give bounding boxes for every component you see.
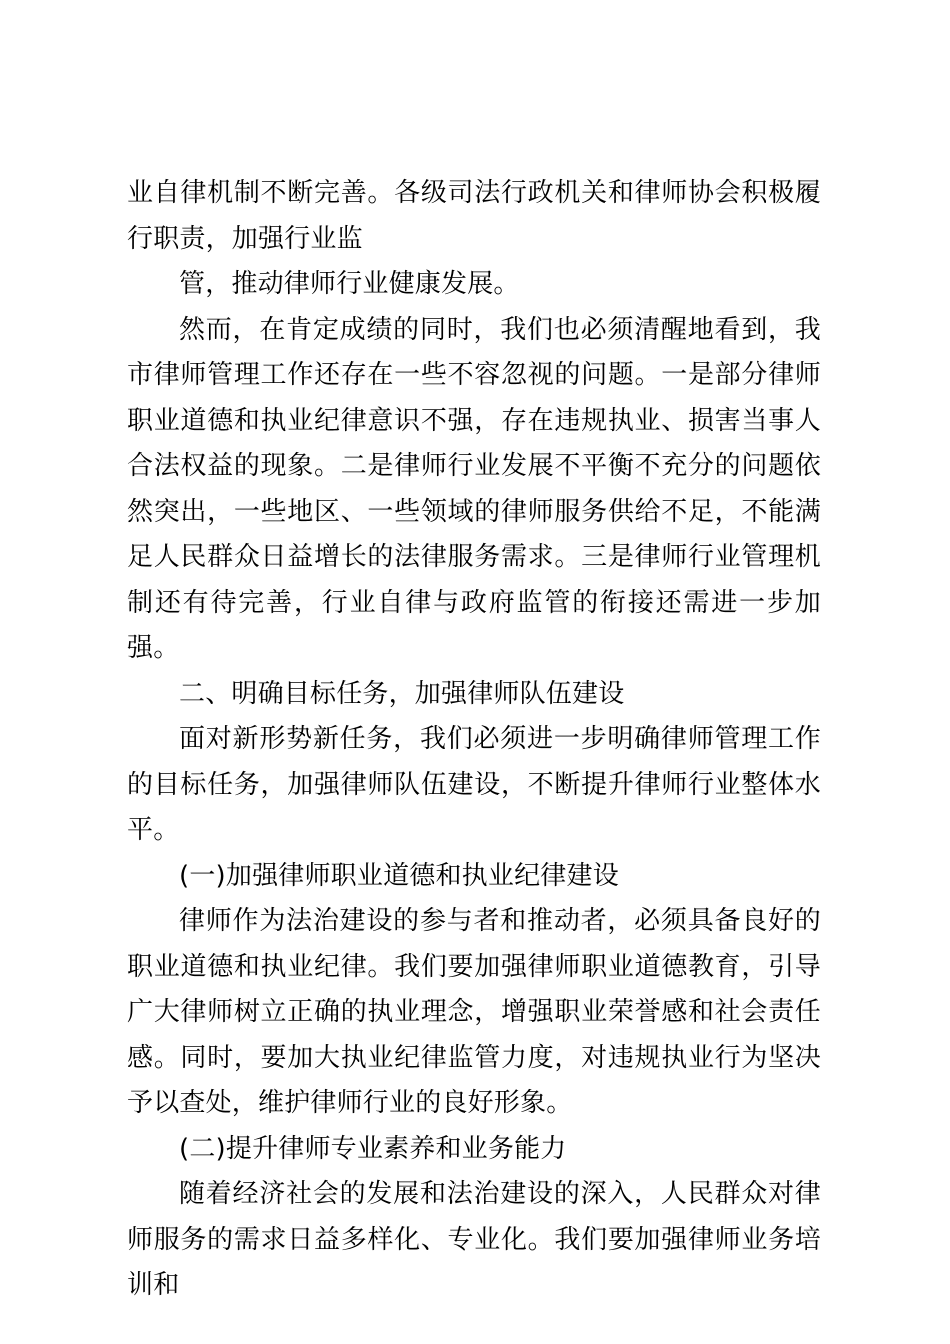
document-body (127, 171, 821, 1309)
paragraph-1: 业自律机制不断完善。各级司法行政机关和律师协会积极履行职责，加强行业监 (127, 178, 821, 254)
section-heading-2: 二、明确目标任务，加强律师队伍建设 (179, 678, 625, 709)
paragraph-3: 然而，在肯定成绩的同时，我们也必须清醒地看到，我市律师管理工作还存在一些不容忽视的问题。一是部分律师职业道德和执业纪律意识不强，存在违规执业、损害当事人合法权益的现象。二是律师行业发展不平衡不充分的问题依然突出，一些地区、一些领域的律师服务供给不足，不能满足人民群众日益增长的法律服务需求。三是律师行业管理机制还有待完善，行业自律与政府监管的衔接还需进一步加强。 (127, 314, 821, 663)
paragraph-6: 随着经济社会的发展和法治建设的深入，人民群众对律师服务的需求日益多样化、专业化。我们要加强律师业务培训和 (127, 1179, 821, 1300)
subsection-heading-2: (二)提升律师专业素养和业务能力 (179, 1133, 567, 1164)
paragraph-2: 管，推动律师行业健康发展。 (179, 269, 520, 299)
paragraph-5: 律师作为法治建设的参与者和推动者，必须具备良好的职业道德和执业纪律。我们要加强律师职业道德教育，引导广大律师树立正确的执业理念，增强职业荣誉感和社会责任感。同时，要加大执业纪律监管力度，对违规执业行为坚决予以查处，维护律师行业的良好形象。 (127, 906, 821, 1118)
paragraph-4: 面对新形势新任务，我们必须进一步明确律师管理工作的目标任务，加强律师队伍建设，不断提升律师行业整体水平。 (127, 724, 821, 845)
subsection-heading-1: (一)加强律师职业道德和执业纪律建设 (179, 860, 619, 891)
